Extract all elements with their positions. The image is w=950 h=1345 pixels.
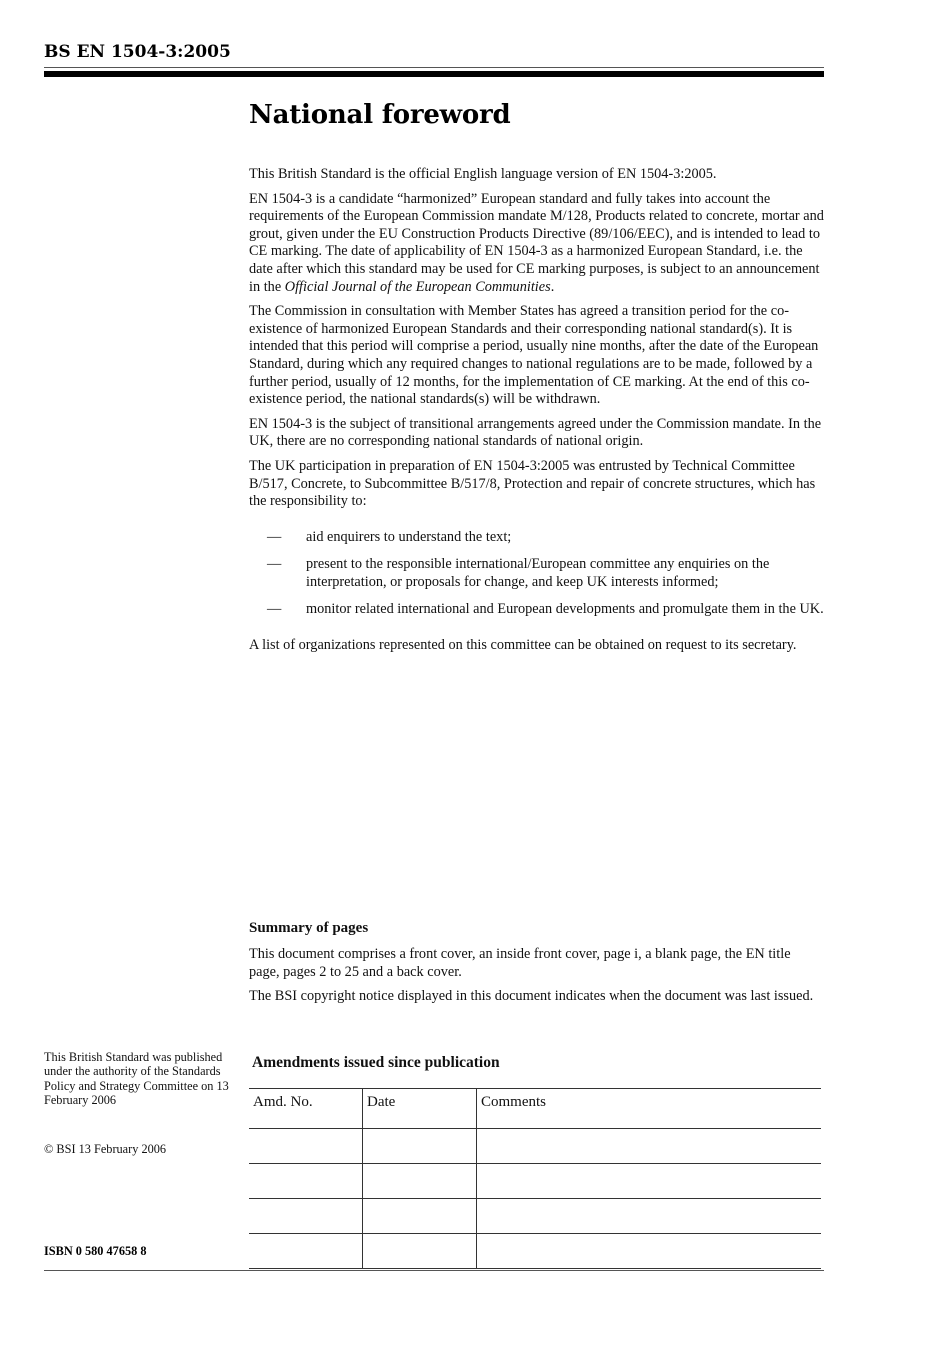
table-cell [477,1164,822,1199]
list-item [249,529,824,547]
paragraph-official-version: This British Standard is the official English language version of EN 1504-3:2005. [249,166,717,182]
table-row [249,1129,821,1164]
table-cell [249,1129,363,1164]
dash-bullet: — [267,556,282,573]
table-cell [477,1199,822,1234]
table-cell [249,1234,363,1269]
table-cell [477,1129,822,1164]
paragraph-harmonized-end: . [550,278,555,295]
table-header-row [249,1089,821,1129]
table-cell [249,1164,363,1199]
list-item-text: aid enquirers to understand the text; [306,528,512,545]
paragraph-harmonized-text: EN 1504-3 is a candidate “harmonized” European standard and fully takes into account the requirements of the European Commission mandate M/128, Products related to concrete, mortar and grout, given under the EU Construction Products Directive (89/106/EEC), and is intended to lead to CE marking. The date of applicability of EN 1504-3 as a harmonized European Standard, i.e. the date after which this standard may be used for CE marking purposes, is subject to an announcement in the [249,190,824,295]
table-cell [363,1164,477,1199]
copyright-notice: © BSI 13 February 2006 [44,1142,167,1156]
column-header-comments: Comments [477,1089,822,1129]
list-item-text: monitor related international and European developments and promulgate them in the UK. [306,601,824,618]
column-header-amd-no: Amd. No. [249,1089,363,1129]
isbn: ISBN 0 580 47658 8 [44,1244,147,1258]
table-row [249,1199,821,1234]
main-content [249,100,824,662]
amendments-title: Amendments issued since publication [252,1054,500,1071]
table-cell [363,1199,477,1234]
table-cell [249,1199,363,1234]
summary-heading: Summary of pages [249,920,369,936]
summary-paragraph: The BSI copyright notice displayed in this document indicates when the document was last issued. [249,988,814,1005]
table-cell [363,1234,477,1269]
list-item-text: present to the responsible international/European committee any enquiries on the interpretation, or proposals for change, and keep UK interests informed; [306,556,770,590]
header-rule-thick [44,71,824,77]
list-item [249,556,824,591]
paragraph-organizations: A list of organizations represented on this committee can be obtained on request to its secretary. [249,637,797,654]
page-title: National foreword [249,100,511,130]
summary-of-pages [249,920,824,1013]
table-row [249,1234,821,1269]
paragraph-harmonized [249,191,824,297]
list-item [249,601,824,619]
responsibility-list [249,529,824,619]
document-id: BS EN 1504-3:2005 [44,42,231,62]
amendments-table [249,1088,821,1269]
paragraph-transition: The Commission in consultation with Member States has agreed a transition period for the co-existence of harmonized European Standards and their corresponding national standard(s). It is intended that this period will comprise a period, usually nine months, after the date of the European Standard, during which any required changes to national regulations are to be made, followed by a further period, usually of 12 months, for the implementation of CE marking. At the end of this co-existence period, the national standards(s) will be withdrawn. [249,303,819,408]
journal-name: Official Journal of the European Communities [284,278,551,295]
table-row [249,1164,821,1199]
table-cell [477,1234,822,1269]
column-header-date: Date [363,1089,477,1129]
dash-bullet: — [267,601,282,618]
header-rule-thin [44,67,824,68]
paragraph-transitional-arrangements: EN 1504-3 is the subject of transitional arrangements agreed under the Commission mandate. In the UK, there are no corresponding national standards of national origin. [249,415,822,450]
paragraph-uk-participation: The UK participation in preparation of EN 1504-3:2005 was entrusted by Technical Committee B/517, Concrete, to Subcommittee B/517/8, Protection and repair of concrete structures, which has the responsibility to: [249,457,816,510]
footer-rule [44,1270,824,1271]
publication-authority-note: This British Standard was published under the authority of the Standards Policy and Strategy Committee on 13 February 2006 [44,1050,229,1107]
summary-paragraph: This document comprises a front cover, an inside front cover, page i, a blank page, the EN title page, pages 2 to 25 and a back cover. [249,946,791,980]
table-cell [363,1129,477,1164]
dash-bullet: — [267,528,282,545]
